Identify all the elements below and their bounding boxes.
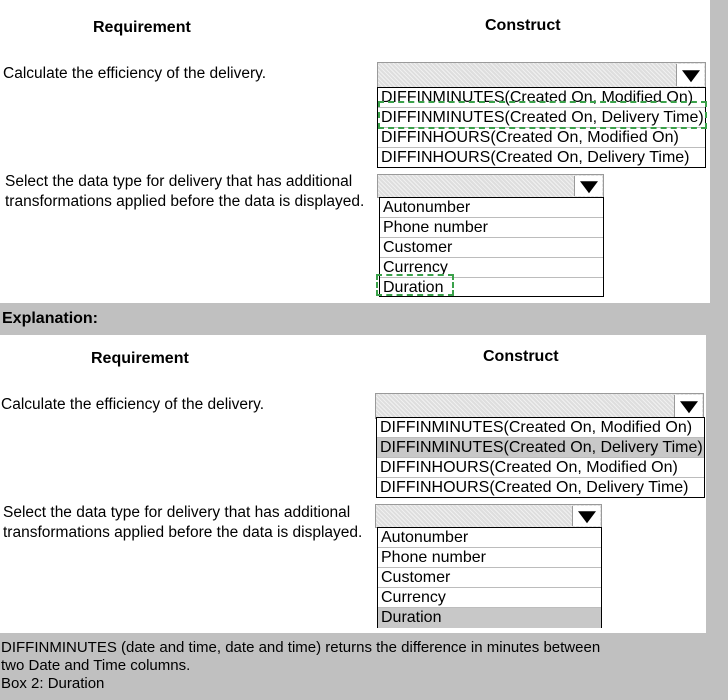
dropdown-1-header[interactable] <box>377 62 706 88</box>
construct-header: Construct <box>485 17 561 34</box>
requirement-2-text-line1: Select the data type for delivery that has additional <box>3 504 351 521</box>
dropdown-2-option[interactable]: Autonumber <box>378 528 601 548</box>
question-panel <box>0 0 710 303</box>
dropdown-2-header[interactable] <box>375 504 602 528</box>
requirement-2-text-line1: Select the data type for delivery that has additional <box>5 173 353 190</box>
dropdown-1-options <box>376 417 705 498</box>
chevron-down-icon[interactable] <box>676 64 704 86</box>
dropdown-2-option[interactable]: Currency <box>380 258 603 278</box>
dropdown-1-option[interactable]: DIFFINHOURS(Created On, Delivery Time) <box>380 479 689 496</box>
explanation-label: Explanation: <box>2 310 99 327</box>
requirement-1-text: Calculate the efficiency of the delivery. <box>1 396 265 413</box>
dropdown-1-option[interactable]: DIFFINHOURS(Created On, Modified On) <box>378 128 705 148</box>
dropdown-2-options <box>377 527 602 628</box>
dropdown-1-option[interactable]: DIFFINHOURS(Created On, Delivery Time) <box>381 149 690 166</box>
dropdown-2-option[interactable]: Currency <box>378 588 601 608</box>
dropdown-2-option[interactable]: Phone number <box>378 548 601 568</box>
dropdown-1-header[interactable] <box>375 393 704 419</box>
explanation-text-line2: two Date and Time columns. <box>1 657 191 674</box>
requirement-1-text: Calculate the efficiency of the delivery. <box>3 65 267 82</box>
dropdown-1-options <box>377 87 706 168</box>
explanation-text-line1: DIFFINMINUTES (date and time, date and time) returns the difference in minutes between <box>1 639 601 656</box>
chevron-down-icon[interactable] <box>674 395 702 417</box>
dropdown-2-header[interactable] <box>377 174 604 198</box>
requirement-2-text-line2: transformations applied before the data is displayed. <box>3 524 363 541</box>
chevron-down-icon[interactable] <box>574 176 602 196</box>
dropdown-2-option[interactable]: Phone number <box>380 218 603 238</box>
requirement-header: Requirement <box>91 350 189 367</box>
dropdown-1-option-selected[interactable]: DIFFINMINUTES(Created On, Delivery Time) <box>377 438 704 458</box>
dropdown-2-option[interactable]: Customer <box>378 568 601 588</box>
answer-panel <box>0 335 706 633</box>
dropdown-2-options <box>379 197 604 297</box>
dropdown-1-option[interactable]: DIFFINMINUTES(Created On, Modified On) <box>378 88 705 108</box>
dropdown-2-option[interactable]: Customer <box>380 238 603 258</box>
dropdown-2-option-selected[interactable]: Duration <box>378 608 601 628</box>
dropdown-2-option[interactable]: Duration <box>383 279 444 296</box>
dropdown-1-option[interactable]: DIFFINMINUTES(Created On, Modified On) <box>377 418 704 438</box>
dropdown-1-option[interactable]: DIFFINMINUTES(Created On, Delivery Time) <box>378 108 705 128</box>
dropdown-2-option[interactable]: Autonumber <box>380 198 603 218</box>
chevron-down-icon[interactable] <box>572 506 600 526</box>
explanation-text-line3: Box 2: Duration <box>1 675 105 692</box>
dropdown-1-option[interactable]: DIFFINHOURS(Created On, Modified On) <box>377 458 704 478</box>
construct-header: Construct <box>483 348 559 365</box>
requirement-header: Requirement <box>93 19 191 36</box>
requirement-2-text-line2: transformations applied before the data is displayed. <box>5 193 365 210</box>
